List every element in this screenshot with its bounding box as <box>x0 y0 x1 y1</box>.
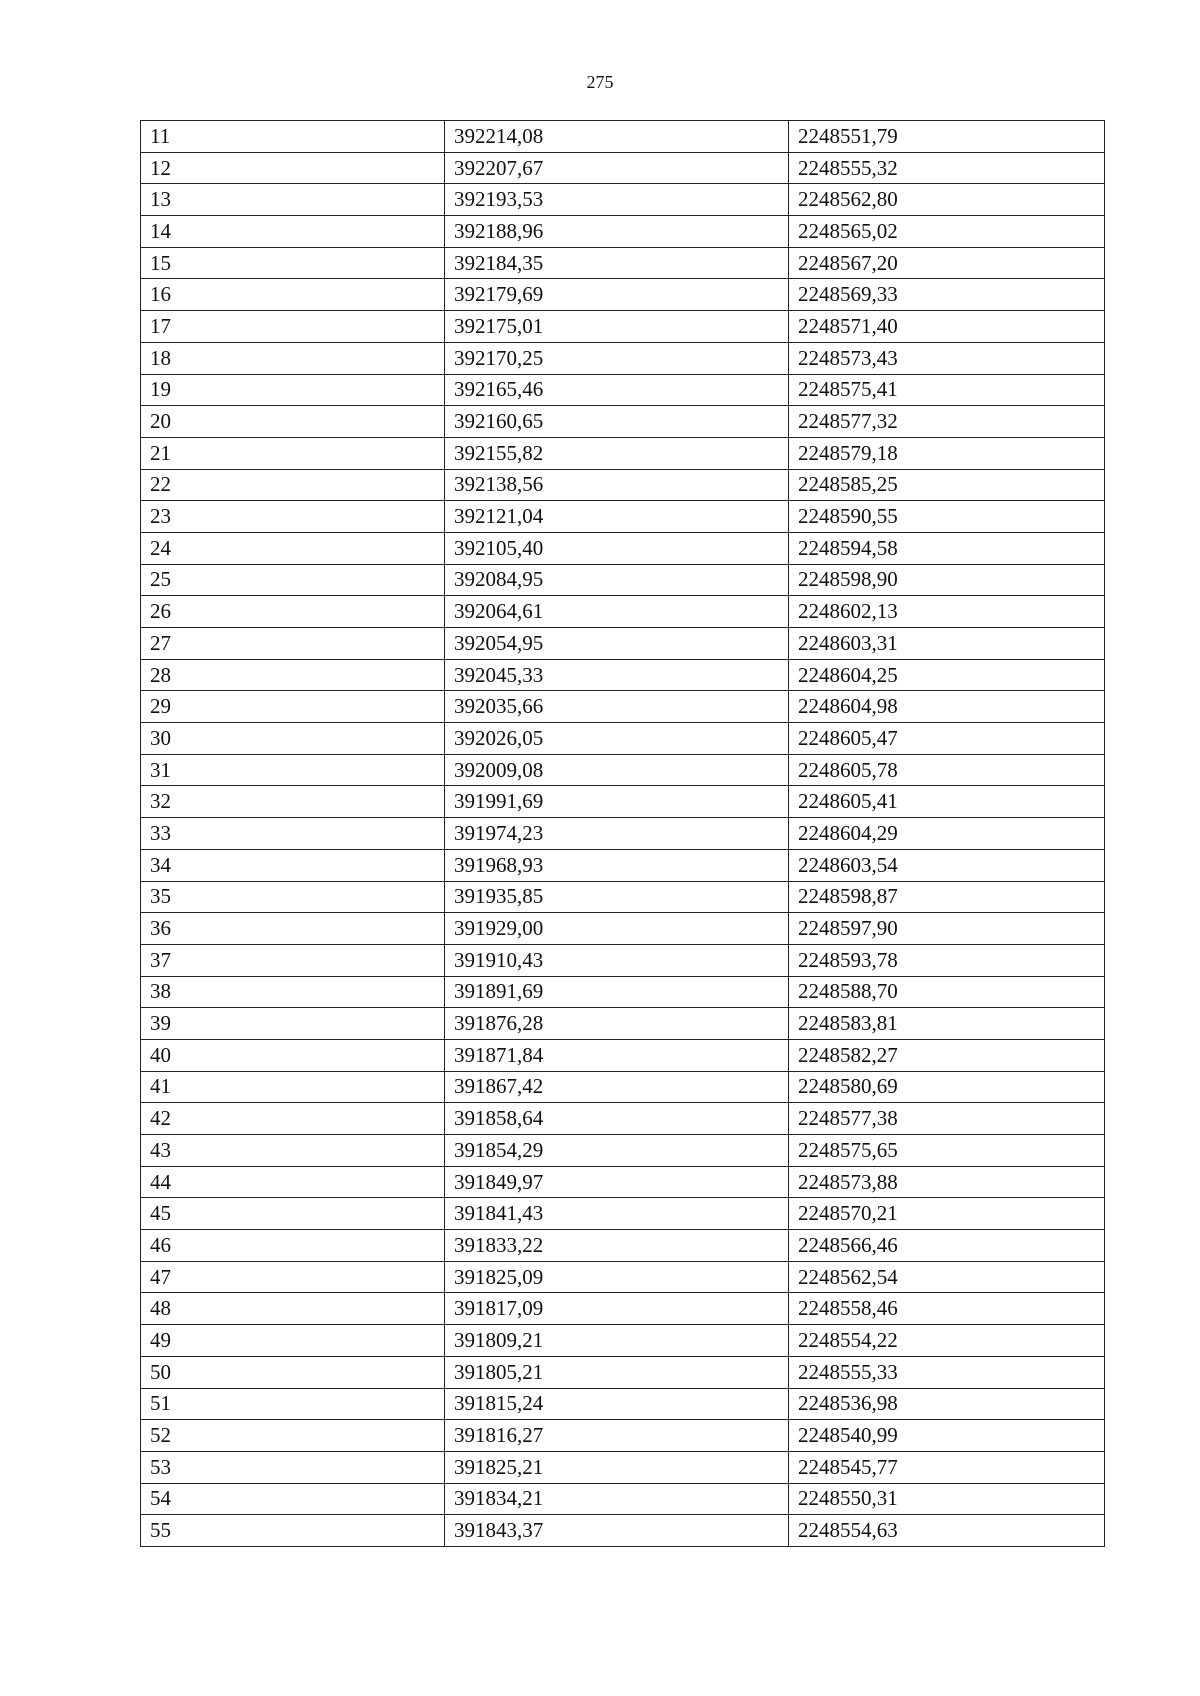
y-coordinate-cell: 2248580,69 <box>789 1071 1105 1103</box>
x-coordinate-cell: 392160,65 <box>445 406 789 438</box>
y-coordinate-cell: 2248603,31 <box>789 628 1105 660</box>
x-coordinate-cell: 391825,21 <box>445 1451 789 1483</box>
x-coordinate-cell: 392155,82 <box>445 437 789 469</box>
x-coordinate-cell: 392138,56 <box>445 469 789 501</box>
table-row <box>141 374 1105 406</box>
x-coordinate-cell: 391809,21 <box>445 1325 789 1357</box>
x-coordinate-cell: 392179,69 <box>445 279 789 311</box>
table-row <box>141 311 1105 343</box>
x-coordinate-cell: 391991,69 <box>445 786 789 818</box>
point-number-cell: 11 <box>141 121 445 153</box>
page-number: 275 <box>586 72 614 92</box>
x-coordinate-cell: 392193,53 <box>445 184 789 216</box>
table-row <box>141 1008 1105 1040</box>
point-number-cell: 30 <box>141 723 445 755</box>
x-coordinate-cell: 392105,40 <box>445 532 789 564</box>
y-coordinate-cell: 2248575,41 <box>789 374 1105 406</box>
point-number-cell: 47 <box>141 1261 445 1293</box>
y-coordinate-cell: 2248605,41 <box>789 786 1105 818</box>
y-coordinate-cell: 2248550,31 <box>789 1483 1105 1515</box>
table-row <box>141 881 1105 913</box>
y-coordinate-cell: 2248540,99 <box>789 1420 1105 1452</box>
table-row <box>141 659 1105 691</box>
x-coordinate-cell: 392009,08 <box>445 754 789 786</box>
coordinates-table-body <box>141 121 1105 1547</box>
x-coordinate-cell: 391841,43 <box>445 1198 789 1230</box>
table-row <box>141 1166 1105 1198</box>
x-coordinate-cell: 391867,42 <box>445 1071 789 1103</box>
y-coordinate-cell: 2248573,43 <box>789 342 1105 374</box>
x-coordinate-cell: 391833,22 <box>445 1230 789 1262</box>
table-row <box>141 1483 1105 1515</box>
point-number-cell: 16 <box>141 279 445 311</box>
table-row <box>141 1261 1105 1293</box>
y-coordinate-cell: 2248545,77 <box>789 1451 1105 1483</box>
table-row <box>141 216 1105 248</box>
table-row <box>141 976 1105 1008</box>
y-coordinate-cell: 2248567,20 <box>789 247 1105 279</box>
y-coordinate-cell: 2248590,55 <box>789 501 1105 533</box>
y-coordinate-cell: 2248577,32 <box>789 406 1105 438</box>
y-coordinate-cell: 2248585,25 <box>789 469 1105 501</box>
table-row <box>141 1103 1105 1135</box>
point-number-cell: 38 <box>141 976 445 1008</box>
table-row <box>141 184 1105 216</box>
point-number-cell: 12 <box>141 152 445 184</box>
y-coordinate-cell: 2248597,90 <box>789 913 1105 945</box>
point-number-cell: 33 <box>141 818 445 850</box>
point-number-cell: 49 <box>141 1325 445 1357</box>
point-number-cell: 22 <box>141 469 445 501</box>
table-row <box>141 913 1105 945</box>
point-number-cell: 42 <box>141 1103 445 1135</box>
y-coordinate-cell: 2248603,54 <box>789 849 1105 881</box>
point-number-cell: 29 <box>141 691 445 723</box>
x-coordinate-cell: 391974,23 <box>445 818 789 850</box>
x-coordinate-cell: 391891,69 <box>445 976 789 1008</box>
table-row <box>141 1293 1105 1325</box>
point-number-cell: 41 <box>141 1071 445 1103</box>
point-number-cell: 28 <box>141 659 445 691</box>
x-coordinate-cell: 391816,27 <box>445 1420 789 1452</box>
y-coordinate-cell: 2248562,80 <box>789 184 1105 216</box>
point-number-cell: 45 <box>141 1198 445 1230</box>
table-row <box>141 754 1105 786</box>
point-number-cell: 21 <box>141 437 445 469</box>
y-coordinate-cell: 2248582,27 <box>789 1039 1105 1071</box>
point-number-cell: 24 <box>141 532 445 564</box>
table-row <box>141 1230 1105 1262</box>
y-coordinate-cell: 2248570,21 <box>789 1198 1105 1230</box>
table-row <box>141 818 1105 850</box>
table-row <box>141 786 1105 818</box>
y-coordinate-cell: 2248594,58 <box>789 532 1105 564</box>
table-row <box>141 406 1105 438</box>
x-coordinate-cell: 392175,01 <box>445 311 789 343</box>
point-number-cell: 32 <box>141 786 445 818</box>
point-number-cell: 19 <box>141 374 445 406</box>
point-number-cell: 17 <box>141 311 445 343</box>
point-number-cell: 25 <box>141 564 445 596</box>
table-row <box>141 152 1105 184</box>
point-number-cell: 20 <box>141 406 445 438</box>
y-coordinate-cell: 2248573,88 <box>789 1166 1105 1198</box>
point-number-cell: 51 <box>141 1388 445 1420</box>
coordinates-table <box>140 120 1105 1547</box>
x-coordinate-cell: 391858,64 <box>445 1103 789 1135</box>
table-row <box>141 1451 1105 1483</box>
x-coordinate-cell: 391854,29 <box>445 1135 789 1167</box>
x-coordinate-cell: 391849,97 <box>445 1166 789 1198</box>
y-coordinate-cell: 2248593,78 <box>789 944 1105 976</box>
y-coordinate-cell: 2248555,32 <box>789 152 1105 184</box>
x-coordinate-cell: 391968,93 <box>445 849 789 881</box>
x-coordinate-cell: 391817,09 <box>445 1293 789 1325</box>
x-coordinate-cell: 392026,05 <box>445 723 789 755</box>
y-coordinate-cell: 2248588,70 <box>789 976 1105 1008</box>
y-coordinate-cell: 2248562,54 <box>789 1261 1105 1293</box>
table-row <box>141 691 1105 723</box>
y-coordinate-cell: 2248558,46 <box>789 1293 1105 1325</box>
y-coordinate-cell: 2248565,02 <box>789 216 1105 248</box>
point-number-cell: 46 <box>141 1230 445 1262</box>
x-coordinate-cell: 391825,09 <box>445 1261 789 1293</box>
point-number-cell: 26 <box>141 596 445 628</box>
x-coordinate-cell: 392207,67 <box>445 152 789 184</box>
table-row <box>141 849 1105 881</box>
point-number-cell: 55 <box>141 1515 445 1547</box>
y-coordinate-cell: 2248579,18 <box>789 437 1105 469</box>
x-coordinate-cell: 391876,28 <box>445 1008 789 1040</box>
y-coordinate-cell: 2248569,33 <box>789 279 1105 311</box>
x-coordinate-cell: 391834,21 <box>445 1483 789 1515</box>
x-coordinate-cell: 392184,35 <box>445 247 789 279</box>
x-coordinate-cell: 392214,08 <box>445 121 789 153</box>
y-coordinate-cell: 2248575,65 <box>789 1135 1105 1167</box>
table-row <box>141 564 1105 596</box>
table-row <box>141 1039 1105 1071</box>
y-coordinate-cell: 2248604,25 <box>789 659 1105 691</box>
x-coordinate-cell: 392084,95 <box>445 564 789 596</box>
y-coordinate-cell: 2248602,13 <box>789 596 1105 628</box>
point-number-cell: 37 <box>141 944 445 976</box>
table-row <box>141 247 1105 279</box>
table-row <box>141 1420 1105 1452</box>
point-number-cell: 23 <box>141 501 445 533</box>
y-coordinate-cell: 2248536,98 <box>789 1388 1105 1420</box>
table-row <box>141 1071 1105 1103</box>
y-coordinate-cell: 2248555,33 <box>789 1356 1105 1388</box>
point-number-cell: 52 <box>141 1420 445 1452</box>
point-number-cell: 35 <box>141 881 445 913</box>
y-coordinate-cell: 2248605,47 <box>789 723 1105 755</box>
x-coordinate-cell: 392188,96 <box>445 216 789 248</box>
table-row <box>141 944 1105 976</box>
y-coordinate-cell: 2248566,46 <box>789 1230 1105 1262</box>
point-number-cell: 15 <box>141 247 445 279</box>
table-row <box>141 1356 1105 1388</box>
table-row <box>141 121 1105 153</box>
y-coordinate-cell: 2248551,79 <box>789 121 1105 153</box>
y-coordinate-cell: 2248583,81 <box>789 1008 1105 1040</box>
x-coordinate-cell: 391805,21 <box>445 1356 789 1388</box>
point-number-cell: 39 <box>141 1008 445 1040</box>
table-row <box>141 532 1105 564</box>
point-number-cell: 44 <box>141 1166 445 1198</box>
y-coordinate-cell: 2248571,40 <box>789 311 1105 343</box>
point-number-cell: 43 <box>141 1135 445 1167</box>
x-coordinate-cell: 392035,66 <box>445 691 789 723</box>
point-number-cell: 34 <box>141 849 445 881</box>
y-coordinate-cell: 2248554,22 <box>789 1325 1105 1357</box>
y-coordinate-cell: 2248554,63 <box>789 1515 1105 1547</box>
point-number-cell: 53 <box>141 1451 445 1483</box>
table-row <box>141 628 1105 660</box>
point-number-cell: 13 <box>141 184 445 216</box>
x-coordinate-cell: 392170,25 <box>445 342 789 374</box>
point-number-cell: 54 <box>141 1483 445 1515</box>
point-number-cell: 50 <box>141 1356 445 1388</box>
table-row <box>141 1388 1105 1420</box>
table-row <box>141 1135 1105 1167</box>
table-row <box>141 279 1105 311</box>
table-row <box>141 1325 1105 1357</box>
x-coordinate-cell: 392121,04 <box>445 501 789 533</box>
table-row <box>141 723 1105 755</box>
y-coordinate-cell: 2248598,90 <box>789 564 1105 596</box>
x-coordinate-cell: 391815,24 <box>445 1388 789 1420</box>
point-number-cell: 40 <box>141 1039 445 1071</box>
table-row <box>141 1515 1105 1547</box>
y-coordinate-cell: 2248604,29 <box>789 818 1105 850</box>
y-coordinate-cell: 2248604,98 <box>789 691 1105 723</box>
table-row <box>141 342 1105 374</box>
point-number-cell: 48 <box>141 1293 445 1325</box>
x-coordinate-cell: 391929,00 <box>445 913 789 945</box>
point-number-cell: 14 <box>141 216 445 248</box>
y-coordinate-cell: 2248605,78 <box>789 754 1105 786</box>
x-coordinate-cell: 391935,85 <box>445 881 789 913</box>
table-row <box>141 437 1105 469</box>
x-coordinate-cell: 391871,84 <box>445 1039 789 1071</box>
table-row <box>141 501 1105 533</box>
point-number-cell: 36 <box>141 913 445 945</box>
table-row <box>141 1198 1105 1230</box>
x-coordinate-cell: 392054,95 <box>445 628 789 660</box>
x-coordinate-cell: 392064,61 <box>445 596 789 628</box>
point-number-cell: 18 <box>141 342 445 374</box>
x-coordinate-cell: 392165,46 <box>445 374 789 406</box>
x-coordinate-cell: 392045,33 <box>445 659 789 691</box>
point-number-cell: 27 <box>141 628 445 660</box>
table-row <box>141 596 1105 628</box>
y-coordinate-cell: 2248598,87 <box>789 881 1105 913</box>
table-row <box>141 469 1105 501</box>
y-coordinate-cell: 2248577,38 <box>789 1103 1105 1135</box>
point-number-cell: 31 <box>141 754 445 786</box>
x-coordinate-cell: 391910,43 <box>445 944 789 976</box>
x-coordinate-cell: 391843,37 <box>445 1515 789 1547</box>
